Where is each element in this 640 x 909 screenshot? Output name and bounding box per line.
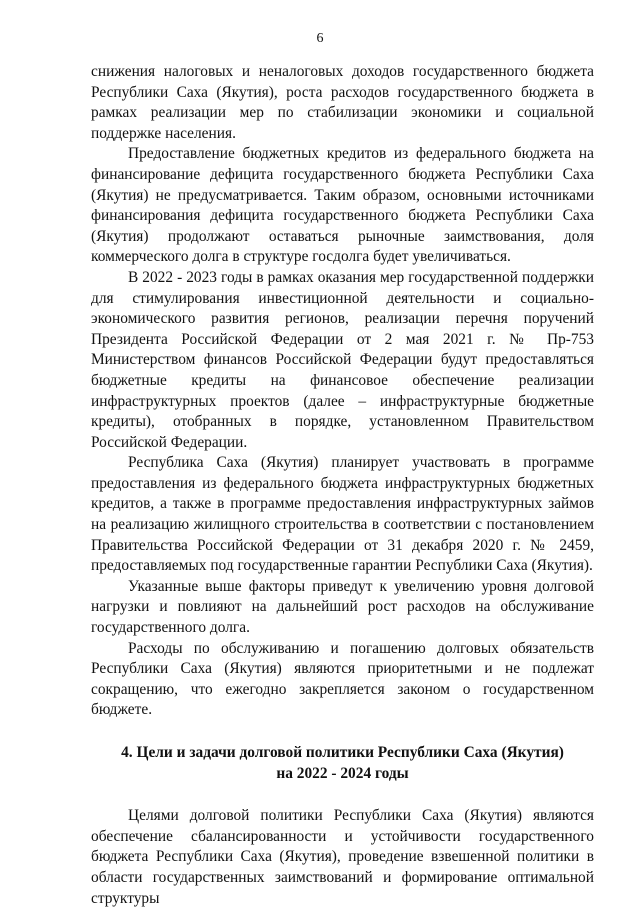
paragraph-debt-load: Указанные выше факторы приведут к увеличению уровня долговой нагрузки и повлияют на дальнейший рост расходов на обслуживание государственного долга. — [91, 577, 594, 637]
paragraph-infrastructure-programs: Республика Саха (Якутия) планирует участвовать в программе предоставления из федерального бюджета инфраструктурных бюджетных кредитов, а также в программе предоставления инфраструктурных займов на реализацию жилищного строительства в соответствии с постановлением Правительства Российской Федерации от 31 декабря 2020 г. № 2459, предоставляемых под государственные гарантии Республики Саха (Якутия). — [91, 454, 594, 575]
section-heading — [91, 743, 594, 784]
document-body — [91, 62, 594, 909]
paragraph-budget-credits: Предоставление бюджетных кредитов из федерального бюджета на финансирование дефицита государственного бюджета Республики Саха (Якутия) не предусматривается. Таким образом, основными источниками финансирования дефицита государственного бюджета Республики Саха (Якутия) продолжают оставаться рыночные заимствования, доля коммерческого долга в структуре госдолга будет увеличиваться. — [91, 145, 594, 266]
section-heading-line-2: на 2022 - 2024 годы — [276, 764, 409, 782]
section-heading-line-1: 4. Цели и задачи долговой политики Республики Саха (Якутия) — [121, 744, 564, 761]
paragraph-continuation: снижения налоговых и неналоговых доходов государственного бюджета Республики Саха (Якутия), роста расходов государственного бюджета в рамках реализации мер по стабилизации экономики и социальной поддержке населения. — [91, 63, 594, 142]
page-number: 6 — [316, 31, 324, 46]
paragraph-debt-expenses: Расходы по обслуживанию и погашению долговых обязательств Республики Саха (Якутия) являются приоритетными и не подлежат сокращению, что ежегодно закрепляется законом о государственном бюджете. — [91, 639, 594, 719]
paragraph-policy-goals: Целями долговой политики Республики Саха (Якутия) являются обеспечение сбалансированности и устойчивости государственного бюджета Республики Саха (Якутия), проведение взвешенной политики в области государственных заимствований и формирование оптимальной структуры — [91, 807, 594, 907]
paragraph-state-support: В 2022 - 2023 годы в рамках оказания мер государственной поддержки для стимулирования инвестиционной деятельности и социально-экономического развития регионов, реализации перечня поручений Президента Российской Федерации от 2 мая 2021 г. № Пр-753 Министерством финансов Российской Федерации будут предоставляться бюджетные кредиты на финансовое обеспечение реализации инфраструктурных проектов (далее – инфраструктурные бюджетные кредиты), отобранных в порядке, установленном Правительством Российской Федерации. — [91, 268, 594, 451]
